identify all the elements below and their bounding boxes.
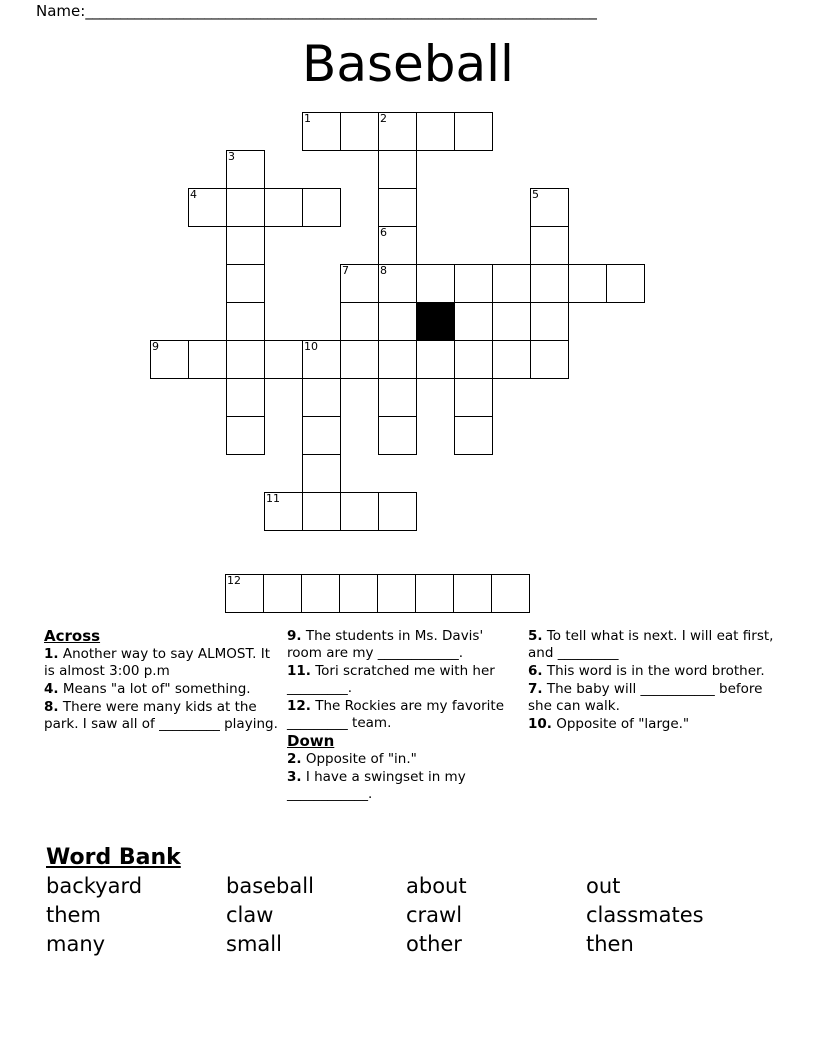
crossword-cell[interactable]	[378, 492, 417, 531]
word-bank-word: out	[586, 874, 621, 898]
clue-text: Means "a lot of" something.	[62, 681, 251, 697]
clue-down-3	[287, 769, 513, 803]
clues-column-2	[287, 628, 513, 804]
clue-down-5	[528, 628, 776, 662]
crossword-cell[interactable]	[454, 112, 493, 151]
crossword-cell[interactable]	[378, 150, 417, 189]
clue-number: 3.	[287, 769, 302, 785]
clue-text: Tori scratched me with her _________.	[287, 663, 495, 696]
crossword-cell[interactable]	[378, 378, 417, 417]
clues-column-1	[44, 628, 280, 734]
crossword-cell[interactable]	[530, 188, 569, 227]
crossword-cell[interactable]	[302, 454, 341, 493]
clue-number: 11.	[287, 663, 311, 679]
crossword-cell[interactable]	[264, 340, 303, 379]
clue-down-10	[528, 716, 776, 733]
cell-number: 1	[304, 112, 311, 125]
cell-number: 8	[380, 264, 387, 277]
crossword-cell[interactable]	[492, 264, 531, 303]
crossword-cell[interactable]	[491, 574, 530, 613]
crossword-cell[interactable]	[454, 302, 493, 341]
clue-across-8	[44, 699, 280, 733]
crossword-grid-row-12	[225, 574, 547, 615]
crossword-cell[interactable]	[454, 340, 493, 379]
crossword-cell[interactable]	[378, 302, 417, 341]
clue-text: There were many kids at the park. I saw all of _________ playing.	[44, 699, 278, 732]
clue-number: 7.	[528, 681, 543, 697]
word-bank-word: crawl	[406, 903, 463, 927]
clue-number: 6.	[528, 663, 543, 679]
crossword-cell[interactable]	[492, 302, 531, 341]
word-bank-word: many	[46, 932, 106, 956]
word-bank-word: claw	[226, 903, 274, 927]
crossword-cell[interactable]	[568, 264, 607, 303]
clue-across-4	[44, 681, 280, 698]
crossword-cell[interactable]	[378, 340, 417, 379]
crossword-cell[interactable]	[454, 264, 493, 303]
cell-number: 9	[152, 340, 159, 353]
clue-number: 4.	[44, 681, 59, 697]
crossword-cell[interactable]	[378, 188, 417, 227]
crossword-cell[interactable]	[263, 574, 302, 613]
crossword-cell[interactable]	[530, 302, 569, 341]
clue-text: Opposite of "in."	[305, 751, 417, 767]
crossword-cell[interactable]	[226, 378, 265, 417]
crossword-cell[interactable]	[606, 264, 645, 303]
crossword-cell[interactable]	[225, 574, 264, 613]
word-bank-row	[46, 901, 766, 930]
crossword-cell[interactable]	[226, 340, 265, 379]
cell-number: 12	[227, 574, 241, 587]
clue-text: The baby will ___________ before she can walk.	[528, 681, 763, 714]
crossword-cell[interactable]	[226, 416, 265, 455]
clue-number: 2.	[287, 751, 302, 767]
clue-text: The Rockies are my favorite _________ team.	[287, 698, 505, 731]
clue-text: Opposite of "large."	[556, 716, 690, 732]
crossword-cell[interactable]	[530, 264, 569, 303]
crossword-cell[interactable]	[226, 302, 265, 341]
word-bank-word: classmates	[586, 903, 704, 927]
clue-number: 12.	[287, 698, 311, 714]
clue-text: The students in Ms. Davis' room are my ____________.	[287, 628, 484, 661]
clues-area	[44, 628, 776, 838]
name-label: Name:	[36, 2, 86, 20]
clue-across-9	[287, 628, 513, 662]
word-bank-title: Word Bank	[46, 845, 181, 870]
cell-number: 5	[532, 188, 539, 201]
crossword-cell[interactable]	[188, 188, 227, 227]
crossword-cell[interactable]	[530, 340, 569, 379]
clue-text: To tell what is next. I will eat first, and _________	[528, 628, 774, 661]
crossword-cell[interactable]	[378, 226, 417, 265]
crossword-cell[interactable]	[301, 574, 340, 613]
word-bank-word: small	[226, 932, 282, 956]
word-bank-word: backyard	[46, 874, 143, 898]
crossword-cell[interactable]	[264, 492, 303, 531]
cell-number: 11	[266, 492, 280, 505]
crossword-cell[interactable]	[416, 264, 455, 303]
crossword-cell[interactable]	[378, 112, 417, 151]
crossword-cell[interactable]	[226, 150, 265, 189]
word-bank-word: about	[406, 874, 467, 898]
crossword-cell[interactable]	[492, 340, 531, 379]
clue-across-12	[287, 698, 513, 732]
crossword-cell[interactable]	[416, 340, 455, 379]
across-heading: Across	[44, 627, 101, 645]
cell-number: 10	[304, 340, 318, 353]
clue-number: 8.	[44, 699, 59, 715]
clue-number: 9.	[287, 628, 302, 644]
crossword-cell[interactable]	[339, 574, 378, 613]
crossword-cell[interactable]	[340, 302, 379, 341]
clue-down-2	[287, 751, 513, 768]
crossword-cell[interactable]	[302, 112, 341, 151]
cell-number: 4	[190, 188, 197, 201]
crossword-cell[interactable]	[416, 112, 455, 151]
down-heading: Down	[287, 732, 335, 750]
word-bank-word: other	[406, 932, 462, 956]
clue-number: 5.	[528, 628, 543, 644]
clue-across-11	[287, 663, 513, 697]
crossword-cell[interactable]	[150, 340, 189, 379]
crossword-cell[interactable]	[302, 340, 341, 379]
clue-down-6	[528, 663, 776, 680]
name-field-row	[36, 2, 756, 20]
crossword-cell[interactable]	[340, 112, 379, 151]
word-bank-word: baseball	[226, 874, 314, 898]
clue-down-7	[528, 681, 776, 715]
crossword-cell[interactable]	[454, 416, 493, 455]
crossword-cell[interactable]	[378, 264, 417, 303]
word-bank-word: then	[586, 932, 634, 956]
clue-text: This word is in the word brother.	[546, 663, 765, 679]
crossword-cell[interactable]	[415, 574, 454, 613]
word-bank-row	[46, 872, 766, 901]
crossword-cell[interactable]	[302, 188, 341, 227]
crossword-cell[interactable]	[340, 264, 379, 303]
crossword-cell[interactable]	[454, 378, 493, 417]
clue-number: 10.	[528, 716, 552, 732]
clue-text: I have a swingset in my ____________.	[287, 769, 466, 802]
cell-number: 3	[228, 150, 235, 163]
word-bank-word: them	[46, 903, 101, 927]
crossword-cell[interactable]	[378, 416, 417, 455]
crossword-cell	[416, 302, 455, 341]
crossword-cell[interactable]	[226, 188, 265, 227]
crossword-cell[interactable]	[264, 188, 303, 227]
cell-number: 7	[342, 264, 349, 277]
crossword-cell[interactable]	[340, 492, 379, 531]
word-bank-row	[46, 930, 766, 959]
page-title: Baseball	[302, 35, 514, 93]
crossword-cell[interactable]	[377, 574, 416, 613]
crossword-cell[interactable]	[302, 416, 341, 455]
crossword-cell[interactable]	[302, 378, 341, 417]
crossword-cell[interactable]	[340, 340, 379, 379]
name-write-line: _________________________________________________________________________	[85, 2, 597, 20]
crossword-cell[interactable]	[453, 574, 492, 613]
crossword-grid	[150, 112, 670, 552]
cell-number: 6	[380, 226, 387, 239]
crossword-cell[interactable]	[226, 264, 265, 303]
crossword-cell[interactable]	[188, 340, 227, 379]
clue-text: Another way to say ALMOST. It is almost 3:00 p.m	[44, 646, 271, 679]
clue-across-1	[44, 646, 280, 680]
crossword-cell[interactable]	[530, 226, 569, 265]
crossword-cell[interactable]	[302, 492, 341, 531]
clues-column-3	[528, 628, 776, 734]
cell-number: 2	[380, 112, 387, 125]
word-bank	[46, 872, 766, 959]
clue-number: 1.	[44, 646, 59, 662]
crossword-cell[interactable]	[226, 226, 265, 265]
